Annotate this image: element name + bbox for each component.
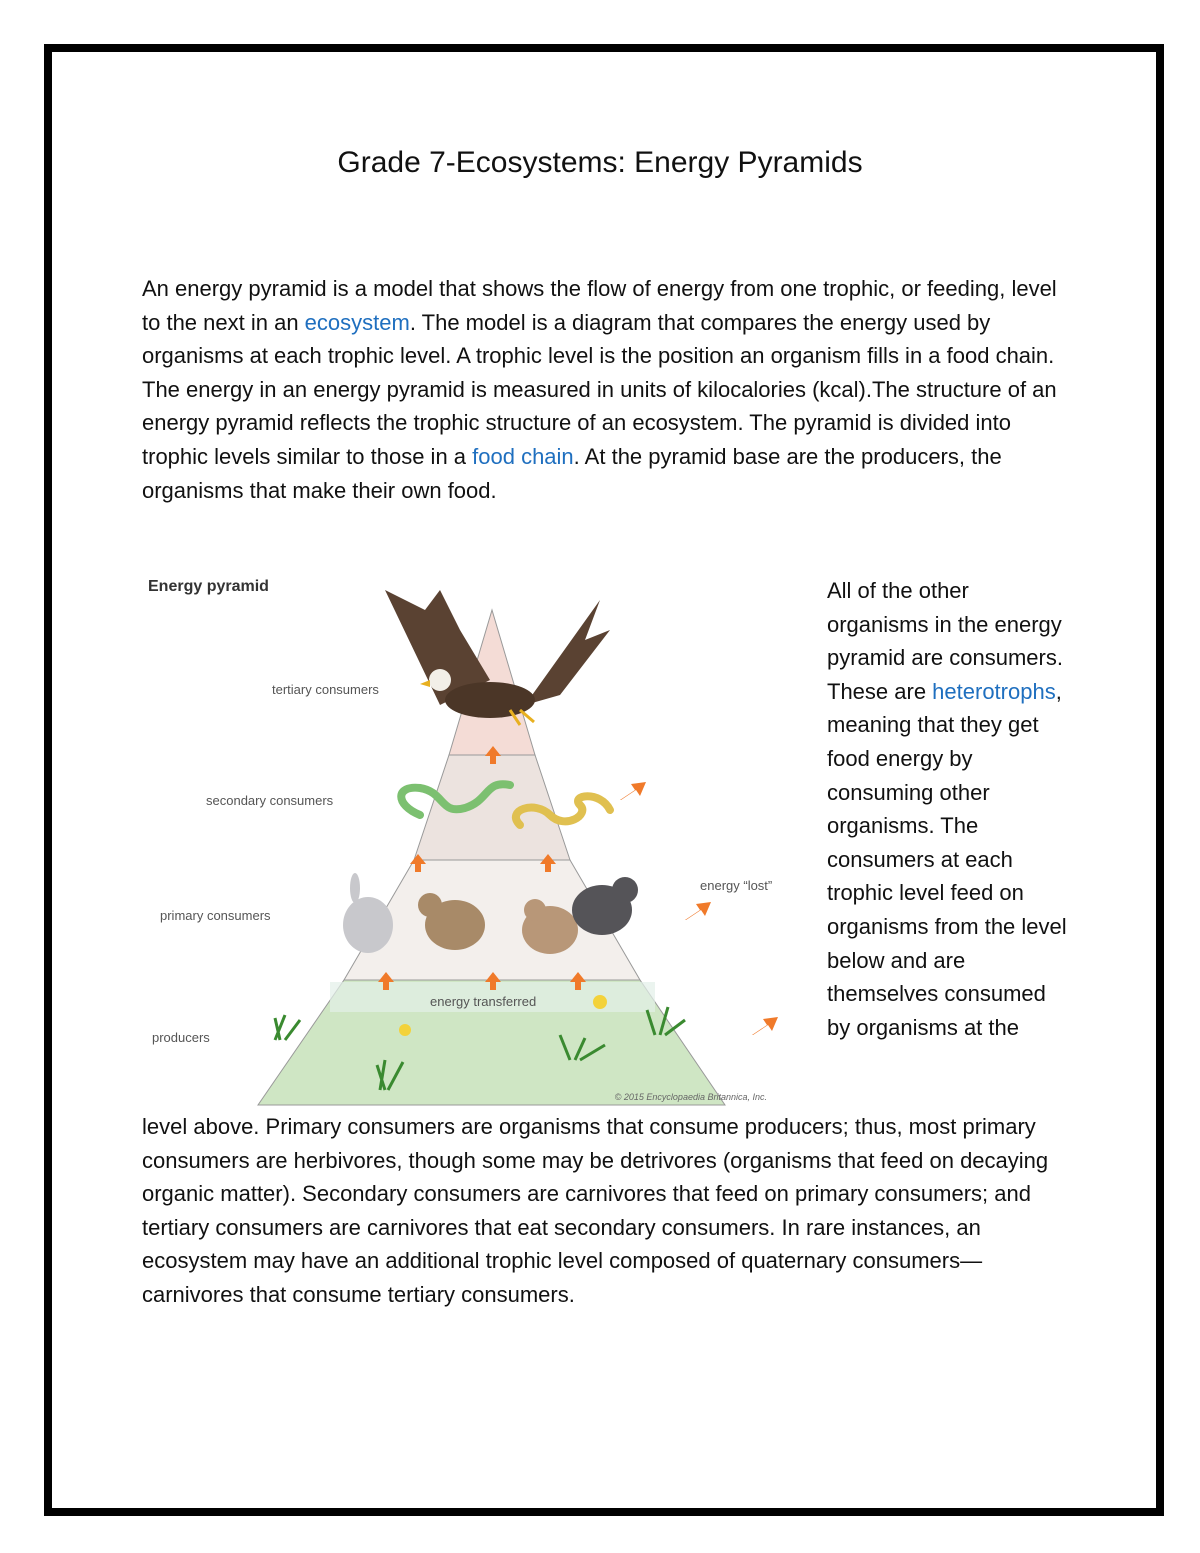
side-text-2: , meaning that they get food energy by consuming other organisms. The consumers at each trophic level feed on organisms from the level below and are themselves consumed by organisms at the: [827, 678, 1067, 1040]
label-energy-lost: energy “lost”: [700, 878, 773, 893]
label-energy-transferred: energy transferred: [430, 994, 537, 1009]
energy-pyramid-graphic: [140, 570, 805, 1110]
intro-text-1: An energy pyramid is a model that shows the flow of energy from one trophic, or feeding, level to the next in an: [142, 276, 1057, 335]
energy-pyramid-figure: [140, 570, 805, 1110]
side-paragraph: [827, 574, 1067, 1044]
intro-paragraph: [142, 272, 1062, 507]
intro-text-3: . At the pyramid base are the producers, the organisms that make their own food.: [142, 443, 1002, 503]
figure-title: Energy pyramid: [148, 578, 269, 595]
side-text-1: All of the other organisms in the energy pyramid are consumers. These are: [827, 578, 1063, 704]
label-secondary-consumers: secondary consumers: [206, 793, 334, 808]
continuation-paragraph: level above. Primary consumers are organisms that consume producers; thus, most primary consumers are herbivores, though some may be detrivores (organisms that feed on decaying organic matter). Secondary consumers are carnivores that feed on primary consumers; and tertiary consumers are carnivores that eat secondary consumers. In rare instances, an ecosystem may have an additional trophic level composed of quaternary consumers—carnivores that consume tertiary consumers.: [142, 1114, 1049, 1307]
intro-text-2: . The model is a diagram that compares the energy used by organisms at each trophic level. A trophic level is the position an organism fills in a food chain. The energy in an energy pyramid is measured in units of kilocalories (kcal).The structure of an energy pyramid reflects the trophic structure of an ecosystem. The pyramid is divided into trophic levels similar to those in a: [142, 309, 1057, 469]
label-producers: producers: [152, 1030, 210, 1045]
label-tertiary-consumers: tertiary consumers: [272, 682, 379, 697]
ecosystem-link[interactable]: ecosystem: [304, 309, 410, 335]
page-title: Grade 7-Ecosystems: Energy Pyramids: [337, 146, 863, 179]
heterotrophs-link[interactable]: heterotrophs: [932, 678, 1056, 704]
label-primary-consumers: primary consumers: [160, 908, 271, 923]
figure-credit: © 2015 Encyclopaedia Britannica, Inc.: [614, 1092, 767, 1102]
food-chain-link[interactable]: food chain: [472, 443, 574, 469]
